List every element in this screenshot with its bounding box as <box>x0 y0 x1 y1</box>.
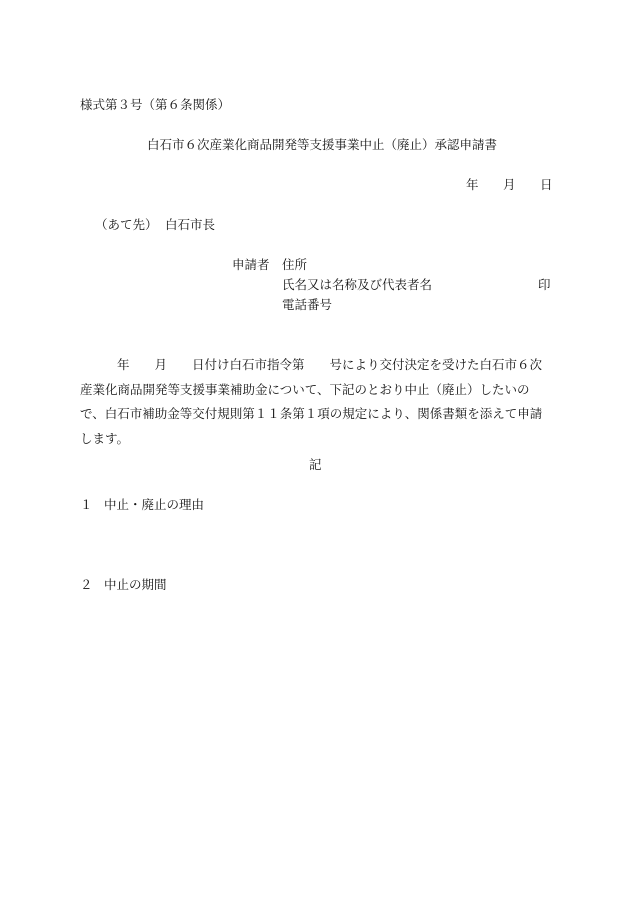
application-body <box>80 353 550 451</box>
item-2-number: ２ <box>80 577 93 592</box>
addressee-prefix: （あて先） <box>95 217 158 232</box>
date-year: 年 <box>466 177 479 192</box>
body-ref-text2: 号により交付決定を受けた白石市６次産業化商品開発等支援事業補助金について、下記のとおり中止（廃止）したいので、白石市補助金等交付規則第１１条第１項の規定により、関係書類を添えて申請します。 <box>80 357 543 446</box>
applicant-label: 申請者 <box>232 257 270 272</box>
body-month: 月 <box>154 357 168 372</box>
item-1-number: １ <box>80 497 93 512</box>
phone-label: 電話番号 <box>282 297 333 312</box>
name-label: 氏名又は名称及び代表者名 <box>282 277 433 292</box>
date-day: 日 <box>540 177 553 192</box>
document-title: 白石市６次産業化商品開発等支援事業中止（廃止）承認申請書 <box>147 137 498 152</box>
ki-heading: 記 <box>309 457 322 472</box>
body-ref-text: 日付け白石市指令第 <box>192 357 305 372</box>
address-label: 住所 <box>282 257 308 272</box>
item-1-label: 中止・廃止の理由 <box>104 497 205 512</box>
date-month: 月 <box>503 177 516 192</box>
addressee-name: 白石市長 <box>165 217 216 232</box>
body-year: 年 <box>117 357 130 372</box>
form-number: 様式第３号（第６条関係） <box>80 97 231 112</box>
item-2-label: 中止の期間 <box>104 577 167 592</box>
seal-mark: 印 <box>538 277 551 292</box>
